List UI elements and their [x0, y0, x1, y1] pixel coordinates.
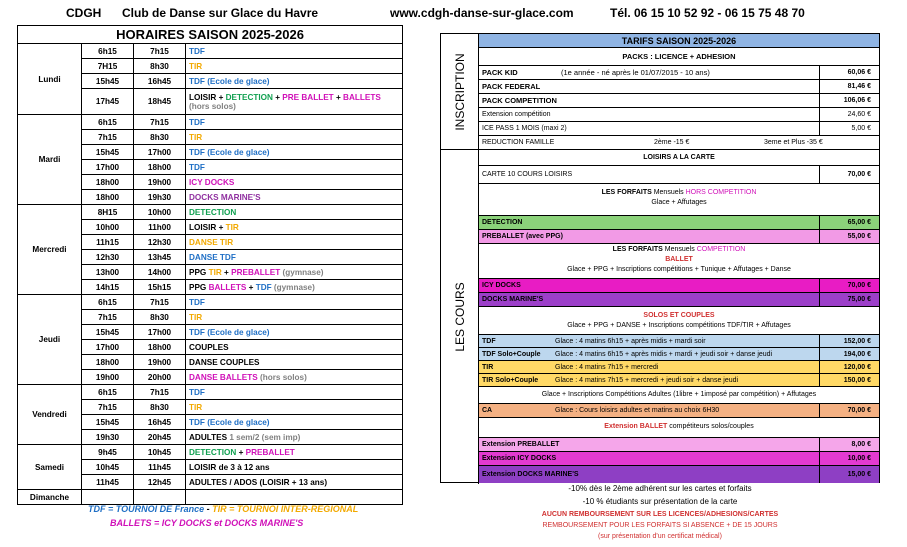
ext-ballet-b: BALLET — [639, 423, 668, 430]
start-time: 8H15 — [82, 205, 134, 220]
end-time: 8h30 — [134, 400, 186, 415]
end-time: 19h30 — [134, 190, 186, 205]
end-time: 16h45 — [134, 74, 186, 89]
start-time: 18h00 — [82, 355, 134, 370]
end-time: 8h30 — [134, 310, 186, 325]
ext-comp-price: 24,60 € — [819, 108, 879, 121]
row-carte10 — [479, 166, 879, 184]
start-time: 7h15 — [82, 400, 134, 415]
row-preballet — [479, 230, 879, 244]
tirsc-desc: Glace : 4 matins 7h15 + mercredi + jeudi soir + danse jeudi — [555, 377, 739, 384]
legend-line-1 — [88, 504, 358, 514]
row-ext-docks — [479, 466, 879, 483]
tir-desc: Glace : 4 matins 7h15 + mercredi — [555, 364, 659, 371]
start-time: 12h30 — [82, 250, 134, 265]
forfaits1-c: HORS COMPETITION — [685, 189, 757, 196]
legend-tdf: TDF = TOURNOI DE France — [88, 504, 205, 514]
schedule-row — [18, 115, 403, 130]
start-time: 15h45 — [82, 415, 134, 430]
pack-federal-price: 81,46 € — [819, 80, 879, 93]
tdfsc-price: 194,00 € — [819, 348, 879, 360]
row-pack-federal — [479, 80, 879, 94]
start-time: 10h45 — [82, 460, 134, 475]
ca-desc: Glace : Cours loisirs adultes et matins au choix 6H30 — [555, 407, 720, 414]
docks-price: 75,00 € — [819, 293, 879, 306]
solos-header: SOLOS ET COUPLES — [643, 312, 715, 319]
end-time: 7h15 — [134, 385, 186, 400]
start-time: 13h00 — [82, 265, 134, 280]
tdf-label: TDF — [482, 338, 496, 345]
tirsc-price: 150,00 € — [819, 374, 879, 386]
row-ext-icy — [479, 452, 879, 466]
icy-price: 70,00 € — [819, 279, 879, 292]
start-time: 19h00 — [82, 370, 134, 385]
packs-header — [479, 48, 879, 66]
end-time: 19h00 — [134, 355, 186, 370]
schedule-row — [18, 445, 403, 460]
start-time: 15h45 — [82, 74, 134, 89]
activity: DANSE TDF — [186, 250, 403, 265]
row-ext-preballet — [479, 438, 879, 452]
row-tdf-solo-couple — [479, 348, 879, 361]
row-pack-competition — [479, 94, 879, 108]
activity: TDF — [186, 385, 403, 400]
note-5: (sur présentation d'un certificat médical) — [598, 533, 722, 540]
activity — [186, 490, 403, 505]
start-time: 14h15 — [82, 280, 134, 295]
activity: DETECTION + PREBALLET — [186, 445, 403, 460]
schedule-row — [18, 490, 403, 505]
tdfsc-label: TDF Solo+Couple — [482, 351, 541, 358]
forfaits1-d: Glace + Affutages — [651, 199, 707, 206]
activity: COUPLES — [186, 340, 403, 355]
activity: TIR — [186, 130, 403, 145]
start-time: 17h45 — [82, 89, 134, 115]
end-time: 20h45 — [134, 430, 186, 445]
activity: TIR — [186, 400, 403, 415]
club-acronym: CDGH — [66, 6, 102, 20]
activity: DANSE BALLETS (hors solos) — [186, 370, 403, 385]
legend-separator: - — [204, 504, 213, 514]
row-tdf — [479, 335, 879, 348]
activity: LOISIR de 3 à 12 ans — [186, 460, 403, 475]
ballet-desc: Glace + PPG + Inscriptions compétitions + Tunique + Affutages + Danse — [479, 265, 879, 279]
ext-docks-label: Extension DOCKS MARINE'S — [482, 471, 579, 478]
club-phone: Tél. 06 15 10 52 92 - 06 15 75 48 70 — [610, 6, 805, 20]
legend-ballets: BALLETS = ICY DOCKS et DOCKS MARINE'S — [110, 518, 304, 528]
end-time: 7h15 — [134, 44, 186, 59]
row-pack-kid — [479, 66, 879, 80]
forfaits1-b: Mensuels — [651, 189, 686, 196]
loisirs-header — [479, 150, 879, 166]
start-time: 17h00 — [82, 160, 134, 175]
ext-pre-label: Extension PREBALLET — [482, 441, 560, 448]
club-name: Club de Danse sur Glace du Havre — [122, 6, 319, 20]
end-time: 12h30 — [134, 235, 186, 250]
day-label: Samedi — [18, 445, 82, 490]
red-3: 3eme et Plus -35 € — [764, 139, 823, 146]
activity: DETECTION — [186, 205, 403, 220]
loisirs-label: LOISIRS A LA CARTE — [643, 154, 715, 161]
activity: TDF — [186, 295, 403, 310]
row-reduction-famille — [479, 136, 879, 150]
forfaits2-line — [479, 245, 879, 255]
start-time — [82, 490, 134, 505]
forfaits1-a: LES FORFAITS — [601, 189, 652, 196]
ext-docks-price: 15,00 € — [819, 466, 879, 483]
activity: DANSE TIR — [186, 235, 403, 250]
ext-icy-price: 10,00 € — [819, 452, 879, 465]
end-time: 10h45 — [134, 445, 186, 460]
activity: ADULTES / ADOS (LOISIR + 13 ans) — [186, 475, 403, 490]
carte10-label: CARTE 10 COURS LOISIRS — [482, 171, 573, 178]
section-inscription-label: INSCRIPTION — [452, 52, 467, 131]
day-label: Vendredi — [18, 385, 82, 445]
forfaits2-c: COMPETITION — [696, 246, 746, 253]
end-time: 16h45 — [134, 415, 186, 430]
ca-price: 70,00 € — [819, 404, 879, 417]
tirsc-label: TIR Solo+Couple — [482, 377, 539, 384]
day-label: Lundi — [18, 44, 82, 115]
packs-label: PACKS : LICENCE + ADHESION — [622, 52, 736, 61]
tir-label: TIR — [482, 364, 494, 371]
ice-pass-price: 5,00 € — [819, 122, 879, 135]
ext-icy-label: Extension ICY DOCKS — [482, 455, 557, 462]
activity: TIR — [186, 310, 403, 325]
end-time: 7h15 — [134, 115, 186, 130]
end-time: 14h00 — [134, 265, 186, 280]
start-time: 15h45 — [82, 325, 134, 340]
start-time: 7h15 — [82, 130, 134, 145]
end-time: 13h45 — [134, 250, 186, 265]
day-label: Dimanche — [18, 490, 82, 505]
ext-comp-label: Extension compétition — [482, 111, 551, 118]
end-time: 8h30 — [134, 130, 186, 145]
schedule-table — [17, 25, 403, 505]
activity: ICY DOCKS — [186, 175, 403, 190]
activity: ADULTES 1 sem/2 (sem imp) — [186, 430, 403, 445]
section-cours — [441, 150, 479, 484]
activity: DANSE COUPLES — [186, 355, 403, 370]
activity: LOISIR + TIR — [186, 220, 403, 235]
pack-kid-note: (1e année - né après le 01/07/2015 - 10 ans) — [561, 68, 710, 77]
start-time: 7h15 — [82, 310, 134, 325]
tdf-price: 152,00 € — [819, 335, 879, 347]
schedule-row — [18, 385, 403, 400]
start-time: 7H15 — [82, 59, 134, 74]
activity: PPG BALLETS + TDF (gymnase) — [186, 280, 403, 295]
carte10-price: 70,00 € — [819, 166, 879, 183]
end-time: 11h00 — [134, 220, 186, 235]
preballet-price: 55,00 € — [819, 230, 879, 243]
start-time: 6h15 — [82, 385, 134, 400]
start-time: 19h30 — [82, 430, 134, 445]
schedule-row — [18, 44, 403, 59]
solos-desc: Glace + PPG + DANSE + Inscriptions compétitions TDF/TIR + Affutages — [479, 321, 879, 335]
end-time — [134, 490, 186, 505]
end-time: 18h00 — [134, 160, 186, 175]
detection-price: 65,00 € — [819, 216, 879, 229]
ext-ballet-c: compétiteurs solos/couples — [667, 423, 754, 430]
row-icy-docks — [479, 279, 879, 293]
pack-federal-label: PACK FEDERAL — [482, 82, 541, 91]
end-time: 8h30 — [134, 59, 186, 74]
start-time: 17h00 — [82, 340, 134, 355]
preballet-label: PREBALLET (avec PPG) — [482, 233, 563, 240]
icy-label: ICY DOCKS — [482, 282, 521, 289]
row-ext-competition — [479, 108, 879, 122]
start-time: 10h00 — [82, 220, 134, 235]
forfaits2-a: LES FORFAITS — [612, 246, 663, 253]
day-label: Mardi — [18, 115, 82, 205]
activity: TDF — [186, 44, 403, 59]
end-time: 17h00 — [134, 325, 186, 340]
end-time: 18h00 — [134, 340, 186, 355]
row-tir — [479, 361, 879, 374]
start-time: 6h15 — [82, 44, 134, 59]
tarifs-panel — [440, 33, 880, 483]
row-ice-pass — [479, 122, 879, 136]
activity: TDF (Ecole de glace) — [186, 74, 403, 89]
tir-price: 120,00 € — [819, 361, 879, 373]
end-time: 15h15 — [134, 280, 186, 295]
end-time: 12h45 — [134, 475, 186, 490]
activity: TDF — [186, 160, 403, 175]
schedule-row — [18, 295, 403, 310]
ice-pass-label: ICE PASS 1 MOIS (maxi 2) — [482, 125, 567, 132]
pack-kid-price: 60,06 € — [819, 66, 879, 79]
activity: LOISIR + DETECTION + PRE BALLET + BALLETS (hors solos) — [186, 89, 403, 115]
section-cours-label: LES COURS — [452, 282, 467, 352]
day-label: Jeudi — [18, 295, 82, 385]
end-time: 11h45 — [134, 460, 186, 475]
end-time: 7h15 — [134, 295, 186, 310]
activity: PPG TIR + PREBALLET (gymnase) — [186, 265, 403, 280]
tdf-desc: Glace : 4 matins 6h15 + après midis + mardi soir — [555, 338, 706, 345]
start-time: 11h15 — [82, 235, 134, 250]
forfaits1-line — [479, 188, 879, 198]
activity: DOCKS MARINE'S — [186, 190, 403, 205]
activity: TDF (Ecole de glace) — [186, 415, 403, 430]
day-label: Mercredi — [18, 205, 82, 295]
start-time: 11h45 — [82, 475, 134, 490]
note-4: REMBOURSEMENT POUR LES FORFAITS SI ABSENCE + DE 15 JOURS — [542, 522, 778, 529]
note-2: -10 % étudiants sur présentation de la carte — [582, 497, 738, 506]
ca-label: CA — [482, 407, 493, 414]
note-3: AUCUN REMBOURSEMENT SUR LES LICENCES/ADHESIONS/CARTES — [541, 511, 779, 518]
row-docks-marines — [479, 293, 879, 307]
row-detection — [479, 216, 879, 230]
club-website[interactable]: www.cdgh-danse-sur-glace.com — [390, 6, 574, 20]
start-time: 18h00 — [82, 175, 134, 190]
row-ca — [479, 404, 879, 418]
end-time: 10h00 — [134, 205, 186, 220]
activity: TDF (Ecole de glace) — [186, 145, 403, 160]
ext-pre-price: 8,00 € — [819, 438, 879, 451]
end-time: 20h00 — [134, 370, 186, 385]
legend-tir: TIR = TOURNOI INTER-REGIONAL — [212, 504, 359, 514]
activity: TDF — [186, 115, 403, 130]
schedule-title-row — [18, 26, 403, 44]
forfaits1-desc — [479, 198, 879, 216]
start-time: 6h15 — [82, 295, 134, 310]
pack-kid-label: PACK KID — [482, 68, 518, 77]
activity: TIR — [186, 59, 403, 74]
note-1: -10% dès le 2ème adhérent sur les cartes et forfaits — [568, 484, 752, 493]
start-time: 15h45 — [82, 145, 134, 160]
start-time: 18h00 — [82, 190, 134, 205]
end-time: 19h00 — [134, 175, 186, 190]
start-time: 6h15 — [82, 115, 134, 130]
section-inscription — [441, 34, 479, 150]
detection-label: DETECTION — [482, 219, 523, 226]
activity: TDF (Ecole de glace) — [186, 325, 403, 340]
tdfsc-desc: Glace : 4 matins 6h15 + après midis + mardi + jeudi soir + danse jeudi — [555, 351, 773, 358]
tarifs-title: TARIFS SAISON 2025-2026 — [479, 34, 879, 48]
docks-label: DOCKS MARINE'S — [482, 296, 544, 303]
pack-comp-label: PACK COMPETITION — [482, 96, 557, 105]
red-fam-label: REDUCTION FAMILLE — [482, 139, 555, 146]
row-tir-solo-couple — [479, 374, 879, 387]
forfaits2-b: Mensuels — [662, 246, 697, 253]
ca-desc-top: Glace + Inscriptions Compétitions Adultes (1libre + 1imposé par compétition) + Affutages — [479, 390, 879, 404]
red-2: 2ème -15 € — [654, 139, 690, 146]
ballet-header: BALLET — [665, 256, 693, 263]
ext-ballet-a: Extension — [604, 423, 640, 430]
start-time: 9h45 — [82, 445, 134, 460]
schedule-title: HORAIRES SAISON 2025-2026 — [18, 26, 403, 44]
schedule-row — [18, 205, 403, 220]
pack-comp-price: 106,06 € — [819, 94, 879, 107]
end-time: 18h45 — [134, 89, 186, 115]
ext-ballet-line — [479, 422, 879, 438]
end-time: 17h00 — [134, 145, 186, 160]
